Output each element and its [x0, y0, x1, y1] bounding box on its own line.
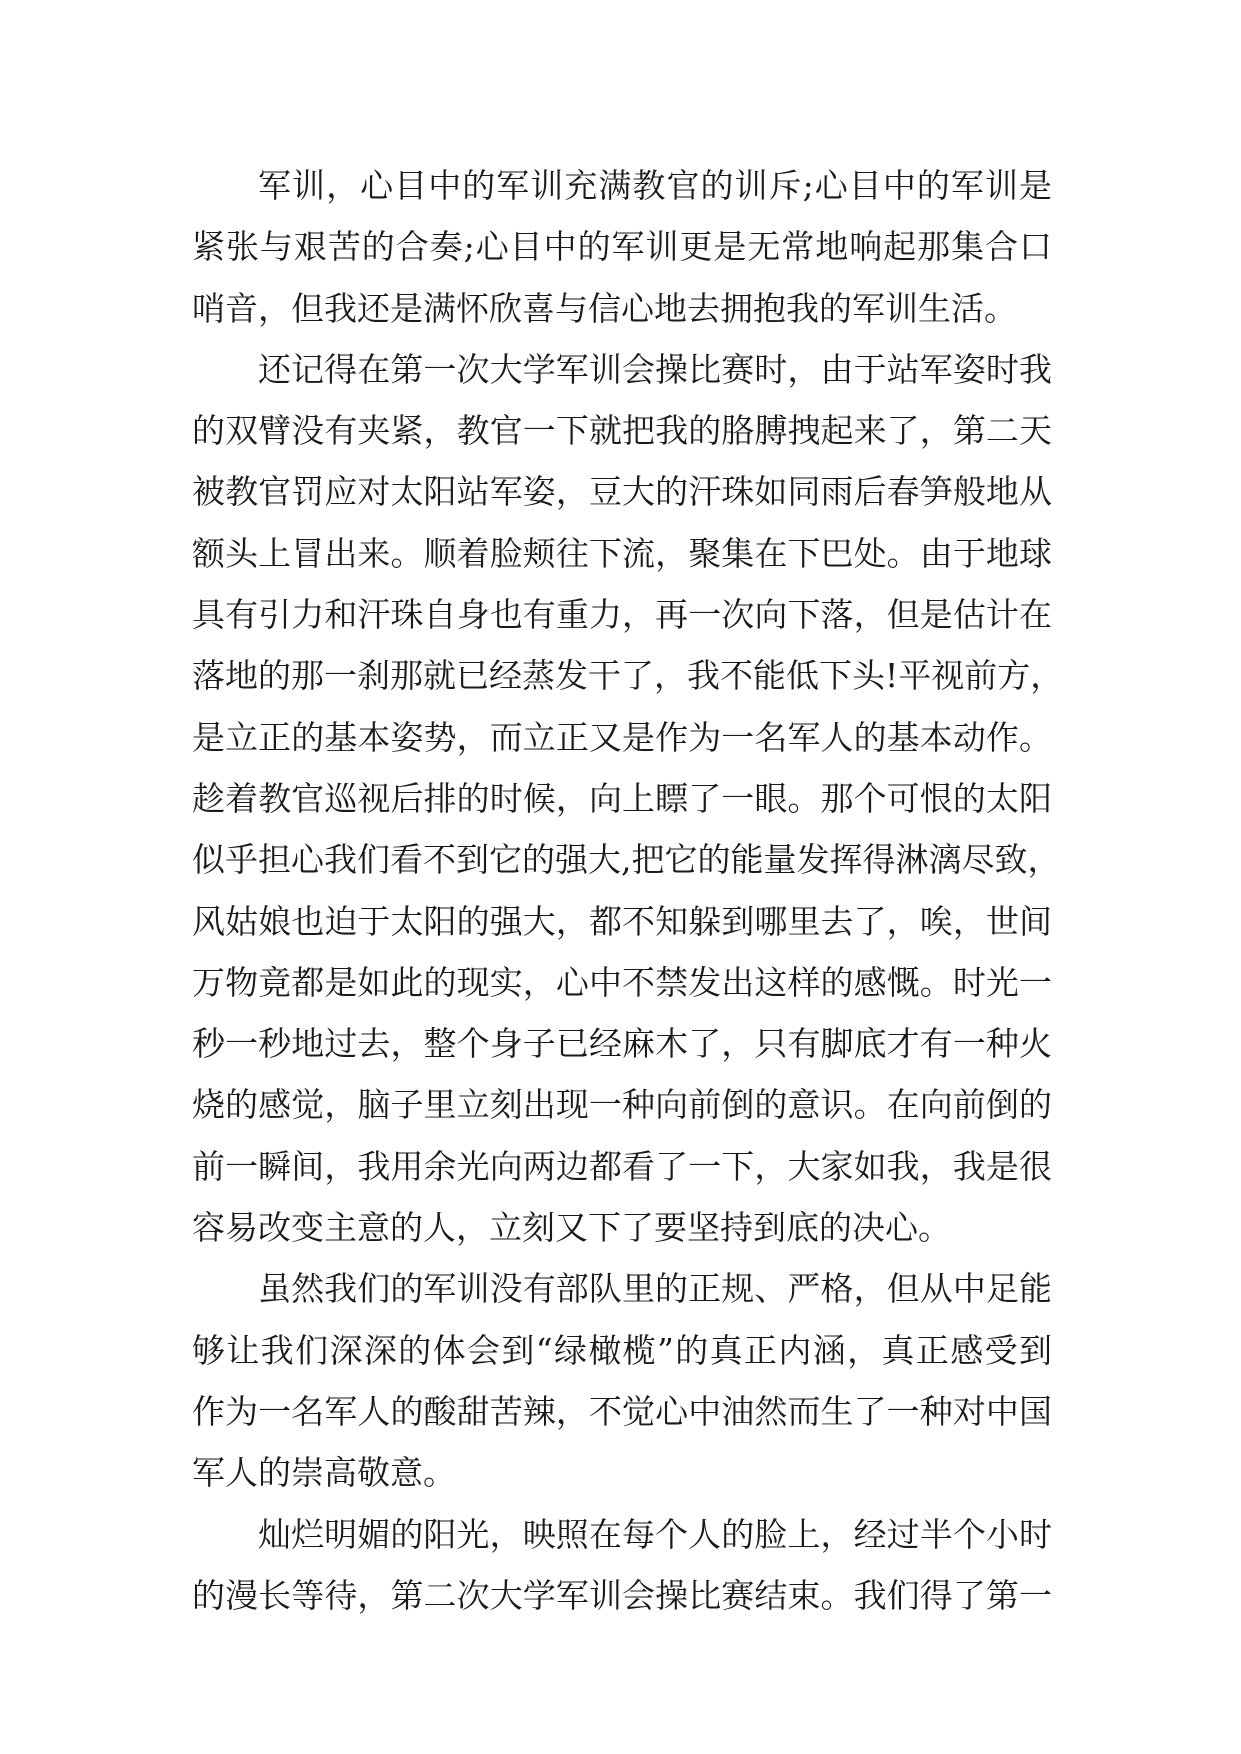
paragraph-4-line-1: 灿烂明媚的阳光，映照在每个人的脸上，经过半个小时 — [258, 1514, 1052, 1554]
document-body — [192, 155, 1064, 1626]
paragraph-2-line-14: 前一瞬间，我用余光向两边都看了一下，大家如我，我是很 — [192, 1146, 1052, 1186]
paragraph-2-line-15: 容易改变主意的人，立刻又下了要坚持到底的决心。 — [192, 1208, 951, 1248]
paragraph-3-line-3: 作为一名军人的酸甜苦辣，不觉心中油然而生了一种对中国 — [192, 1391, 1052, 1431]
paragraph-1-line-3: 哨音，但我还是满怀欣喜与信心地去拥抱我的军训生活。 — [192, 288, 1017, 328]
paragraph-2-line-13: 烧的感觉，脑子里立刻出现一种向前倒的意识。在向前倒的 — [192, 1085, 1052, 1125]
paragraph-2-line-5: 具有引力和汗珠自身也有重力，再一次向下落，但是估计在 — [192, 595, 1052, 635]
paragraph-2-line-2: 的双臂没有夹紧，教官一下就把我的胳膊拽起来了，第二天 — [192, 411, 1052, 451]
paragraph-3-line-2: 够让我们深深的体会到“绿橄榄”的真正内涵，真正感受到 — [192, 1330, 1052, 1370]
paragraph-2-line-1: 还记得在第一次大学军训会操比赛时，由于站军姿时我 — [258, 349, 1052, 389]
paragraph-3-line-4: 军人的崇高敬意。 — [192, 1453, 456, 1493]
paragraph-2-line-12: 秒一秒地过去，整个身子已经麻木了，只有脚底才有一种火 — [192, 1024, 1052, 1064]
paragraph-2-line-11: 万物竟都是如此的现实，心中不禁发出这样的感慨。时光一 — [192, 962, 1052, 1002]
paragraph-2-line-4: 额头上冒出来。顺着脸颊往下流，聚集在下巴处。由于地球 — [192, 533, 1052, 573]
paragraph-3-line-1: 虽然我们的军训没有部队里的正规、严格，但从中足能 — [258, 1269, 1052, 1309]
paragraph-1-line-1: 军训，心目中的军训充满教官的训斥;心目中的军训是 — [258, 166, 1052, 205]
paragraph-4-line-2: 的漫长等待，第二次大学军训会操比赛结束。我们得了第一 — [192, 1575, 1052, 1615]
paragraph-2-line-3: 被教官罚应对太阳站军姿，豆大的汗珠如同雨后春笋般地从 — [192, 472, 1052, 512]
paragraph-2-line-6: 落地的那一刹那就已经蒸发干了，我不能低下头!平视前方， — [192, 656, 1064, 696]
paragraph-2-line-9: 似乎担心我们看不到它的强大,把它的能量发挥得淋漓尽致， — [192, 840, 1061, 880]
paragraph-1-line-2: 紧张与艰苦的合奏;心目中的军训更是无常地响起那集合口 — [192, 227, 1052, 267]
paragraph-2-line-10: 风姑娘也迫于太阳的强大，都不知躲到哪里去了，唉，世间 — [192, 901, 1052, 941]
paragraph-2-line-7: 是立正的基本姿势，而立正又是作为一名军人的基本动作。 — [192, 717, 1052, 757]
paragraph-2-line-8: 趁着教官巡视后排的时候，向上瞟了一眼。那个可恨的太阳 — [192, 778, 1052, 818]
